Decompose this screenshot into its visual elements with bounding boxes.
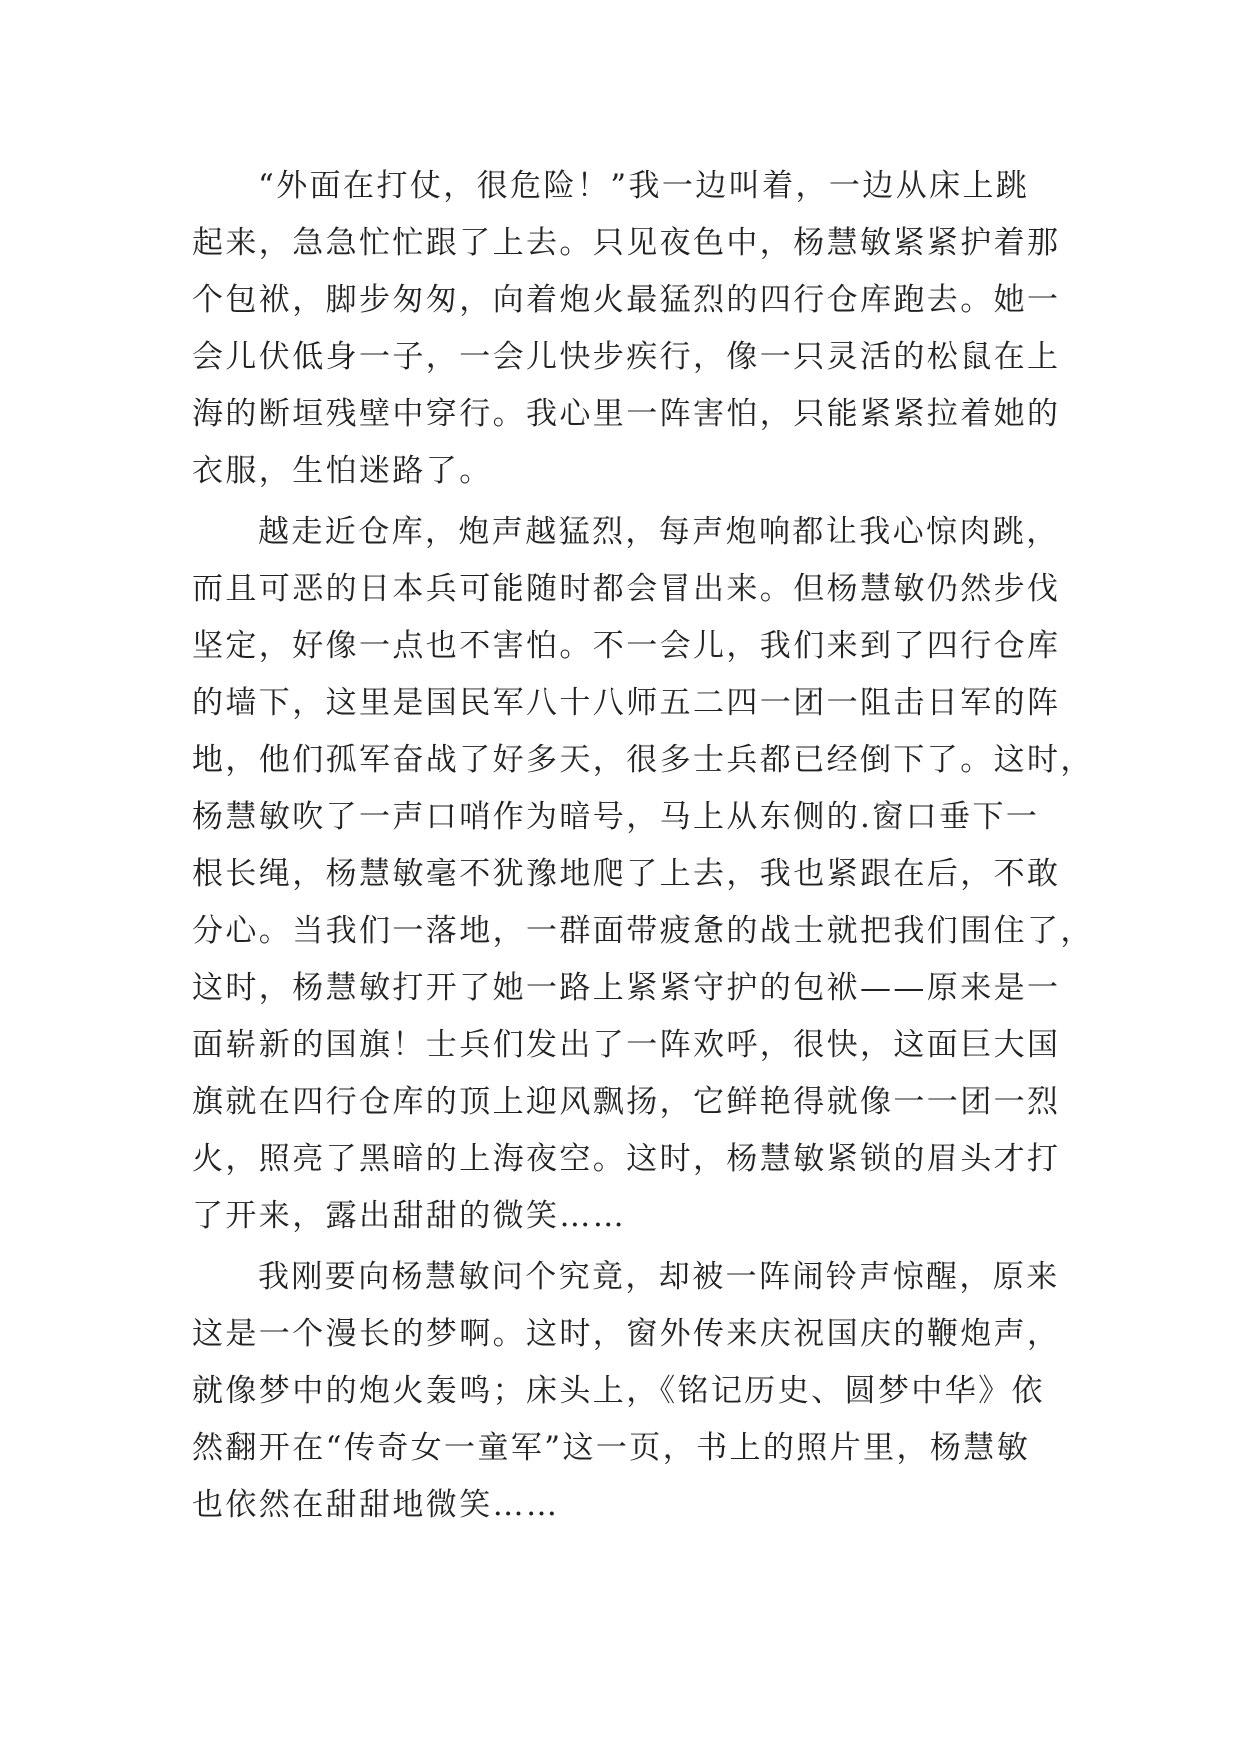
text-line: 这时，杨慧敏打开了她一路上紧紧守护的包袱——原来是一 bbox=[192, 970, 1061, 1006]
text-line: 杨慧敏吹了一声口哨作为暗号，马上从东侧的.窗口垂下一 bbox=[192, 799, 1040, 835]
text-line: 起来，急急忙忙跟了上去。只见夜色中，杨慧敏紧紧护着那 bbox=[192, 225, 1061, 261]
text-line: 了开来，露出甜甜的微笑…… bbox=[192, 1198, 627, 1234]
text-line: 地，他们孤军奋战了好多天，很多士兵都已经倒下了。这时， bbox=[192, 742, 1094, 778]
text-line: 海的断垣残壁中穿行。我心里一阵害怕，只能紧紧拉着她的 bbox=[192, 396, 1061, 432]
text-line: 这是一个漫长的梦啊。这时，窗外传来庆祝国庆的鞭炮声， bbox=[192, 1316, 1061, 1352]
text-line: 衣服，生怕迷路了。 bbox=[192, 453, 493, 489]
text-line: 面崭新的国旗！士兵们发出了一阵欢呼，很快，这面巨大国 bbox=[192, 1027, 1061, 1063]
text-line: “外面在打仗，很危险！”我一边叫着，一边从床上跳 bbox=[258, 168, 1030, 204]
text-line: 我刚要向杨慧敏问个究竟，却被一阵闹铃声惊醒，原来 bbox=[258, 1259, 1060, 1295]
text-line: 分心。当我们一落地，一群面带疲惫的战士就把我们围住了， bbox=[192, 913, 1094, 949]
paragraph-3 bbox=[192, 1249, 1061, 1534]
text-line: 火，照亮了黑暗的上海夜空。这时，杨慧敏紧锁的眉头才打 bbox=[192, 1141, 1061, 1177]
text-line: 旗就在四行仓库的顶上迎风飘扬，它鲜艳得就像一一团一烈 bbox=[192, 1084, 1061, 1120]
text-line: 也依然在甜甜地微笑…… bbox=[192, 1487, 560, 1523]
paragraph-2 bbox=[192, 504, 1094, 1245]
text-line: 而且可恶的日本兵可能随时都会冒出来。但杨慧敏仍然步伐 bbox=[192, 571, 1061, 607]
text-line: 根长绳，杨慧敏毫不犹豫地爬了上去，我也紧跟在后，不敢 bbox=[192, 856, 1061, 892]
text-line: 然翻开在“传奇女一童军”这一页，书上的照片里，杨慧敏 bbox=[192, 1430, 1031, 1466]
text-line: 会儿伏低身一子，一会儿快步疾行，像一只灵活的松鼠在上 bbox=[192, 339, 1061, 375]
paragraph-1 bbox=[192, 158, 1061, 500]
text-line: 个包袱，脚步匆匆，向着炮火最猛烈的四行仓库跑去。她一 bbox=[192, 282, 1061, 318]
text-line: 就像梦中的炮火轰鸣；床头上，《铭记历史、圆梦中华》依 bbox=[192, 1373, 1045, 1409]
document-body bbox=[192, 158, 1094, 1534]
text-line: 的墙下，这里是国民军八十八师五二四一团一阻击日军的阵 bbox=[192, 685, 1061, 721]
text-line: 坚定，好像一点也不害怕。不一会儿，我们来到了四行仓库 bbox=[192, 628, 1061, 664]
text-line: 越走近仓库，炮声越猛烈，每声炮响都让我心惊肉跳， bbox=[258, 514, 1060, 550]
